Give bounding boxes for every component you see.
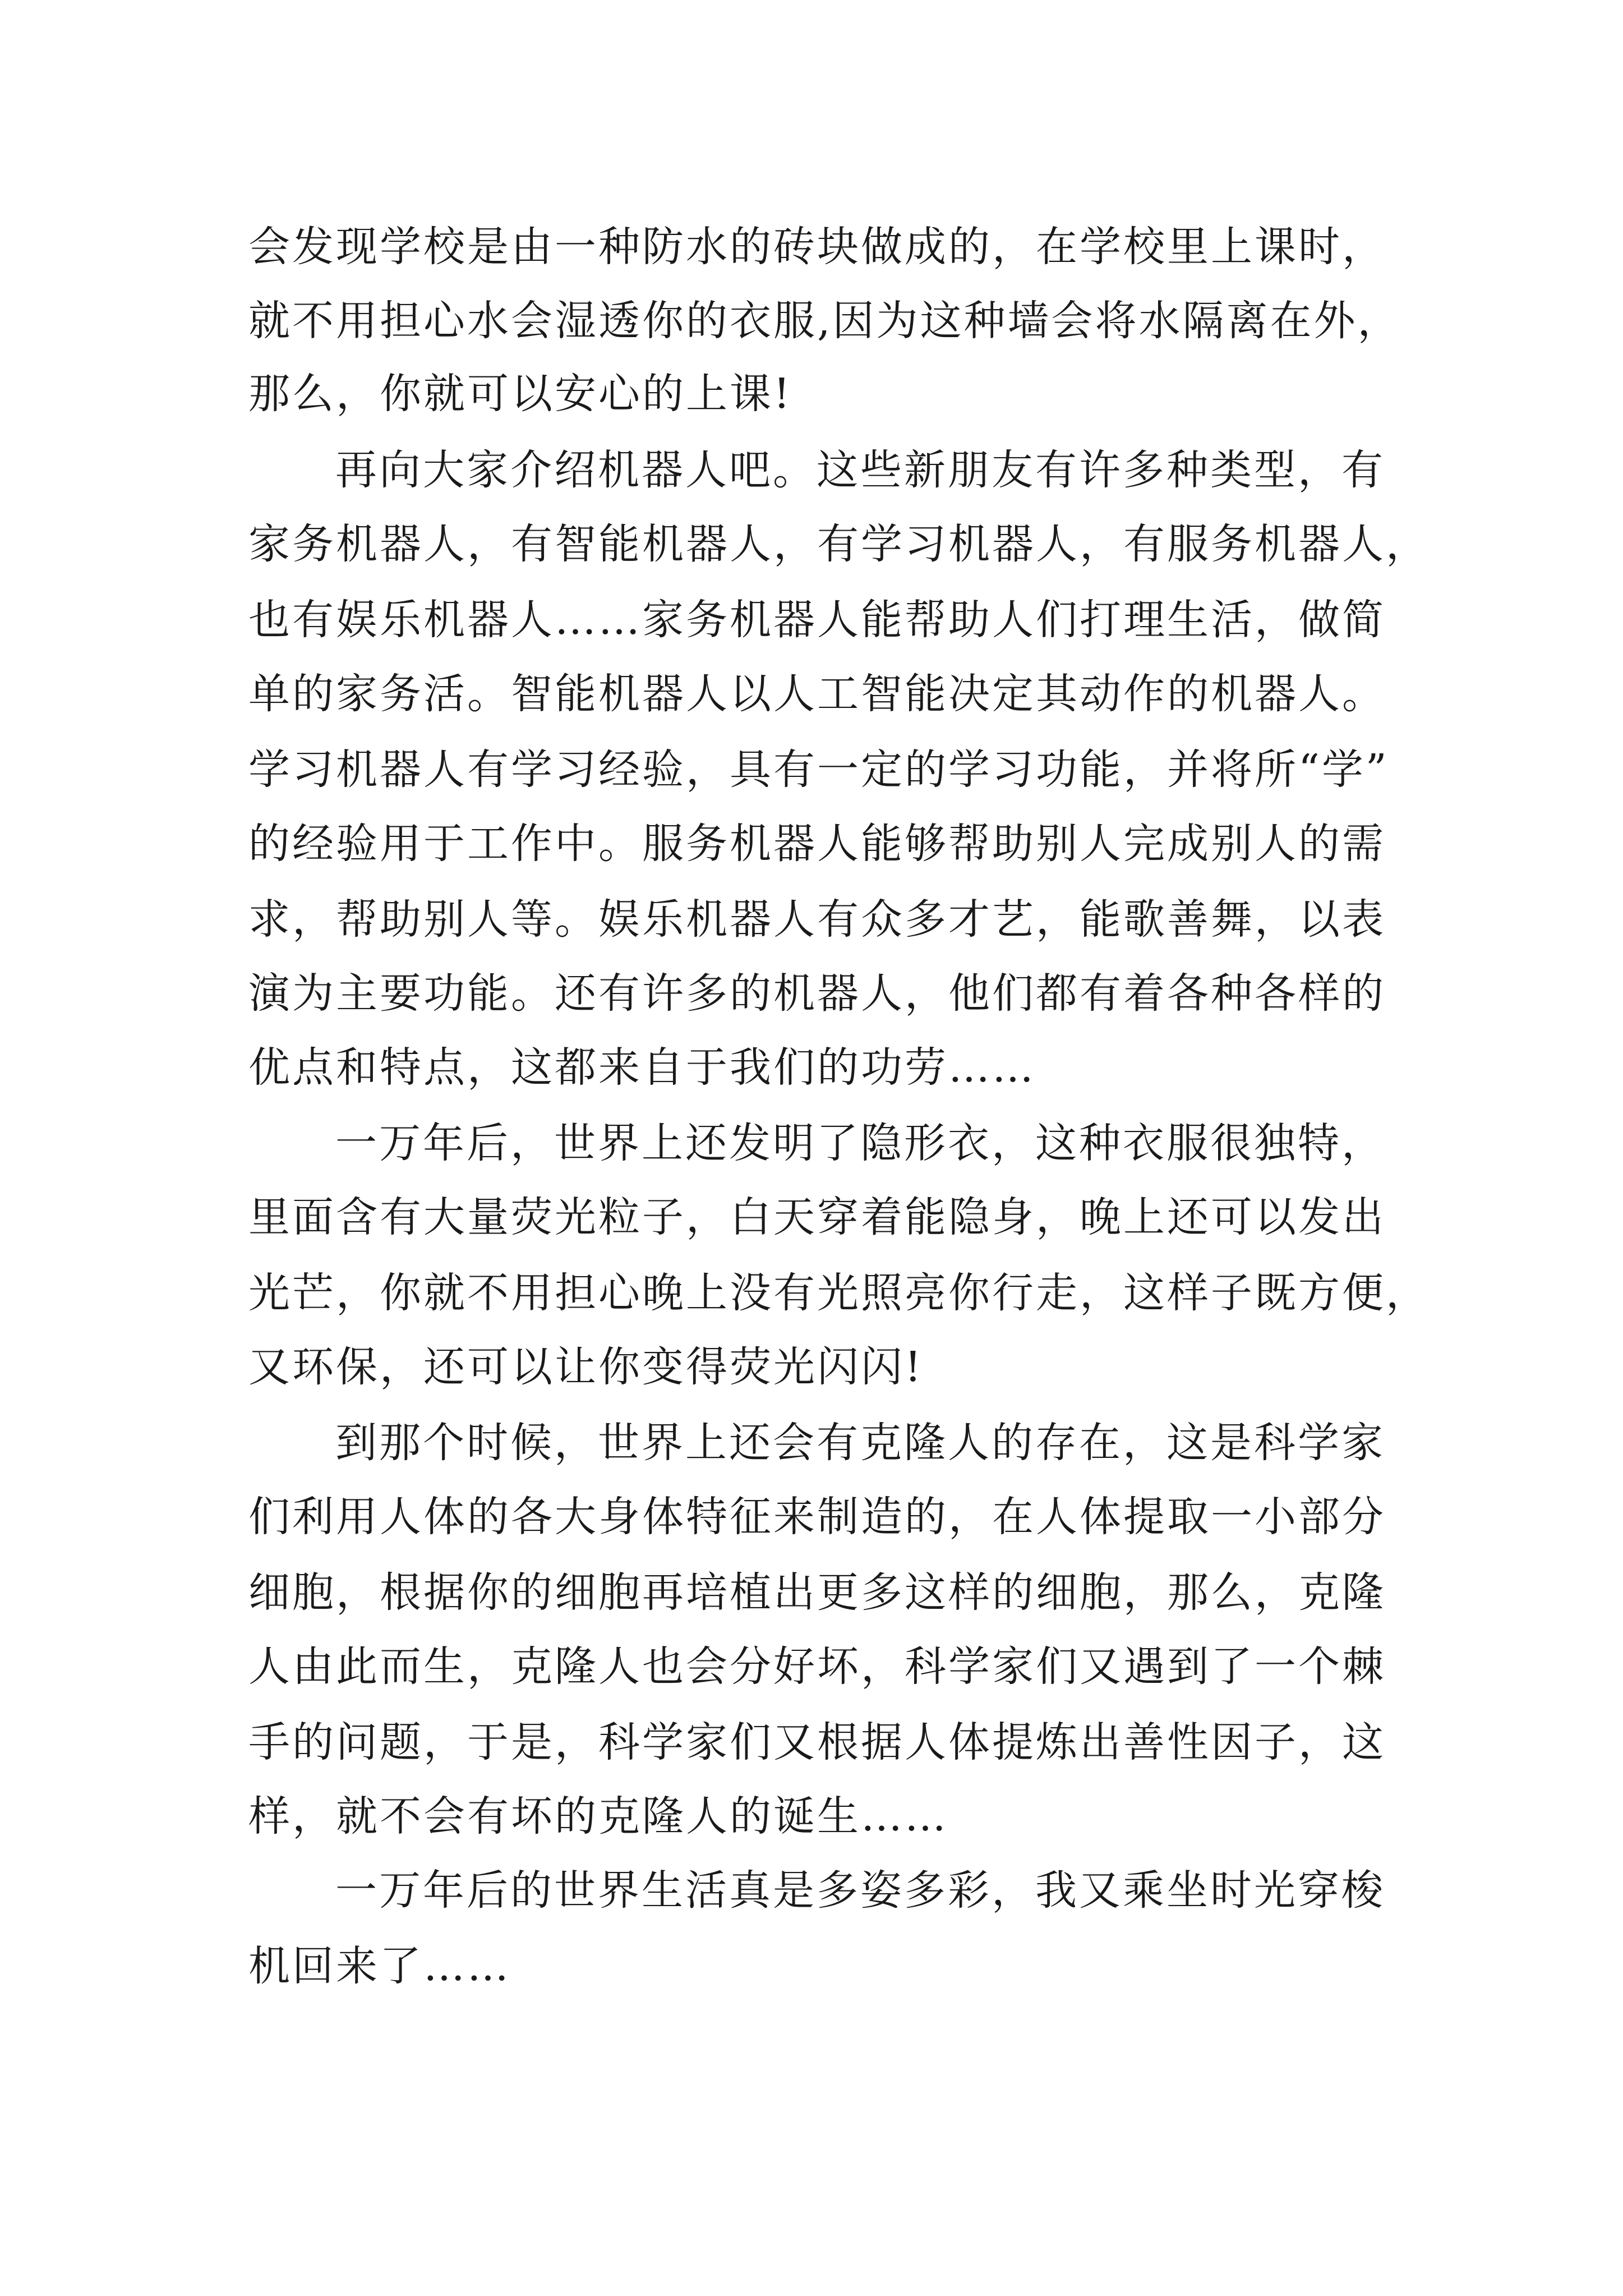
paragraph-first-line: 到那个时候，世界上还会有克隆人的存在，这是科学家 [335, 1419, 1385, 1467]
text-line: 演为主要功能。还有许多的机器人，他们都有着各种各样的 [248, 969, 1386, 1018]
text-line: 的经验用于工作中。服务机器人能够帮助别人完成别人的需 [248, 820, 1386, 868]
text-line: 们利用人体的各大身体特征来制造的，在人体提取一小部分 [248, 1493, 1386, 1541]
text-line: 那么，你就可以安心的上课! [248, 370, 792, 418]
paragraph-first-line: 一万年后，世界上还发明了隐形衣，这种衣服很独特， [335, 1119, 1385, 1167]
text-line: 就不用担心水会湿透你的衣服,因为这种墙会将水隔离在外， [248, 297, 1401, 345]
text-line: 单的家务活。智能机器人以人工智能决定其动作的机器人。 [248, 670, 1386, 718]
text-line: 手的问题，于是，科学家们又根据人体提炼出善性因子，这 [248, 1718, 1386, 1766]
text-line: 细胞，根据你的细胞再培植出更多这样的细胞，那么，克隆 [248, 1568, 1386, 1617]
text-line: 样，就不会有坏的克隆人的诞生…… [248, 1792, 948, 1841]
paragraph-first-line: 一万年后的世界生活真是多姿多彩，我又乘坐时光穿梭 [335, 1866, 1385, 1915]
text-line: 会发现学校是由一种防水的砖块做成的，在学校里上课时， [248, 223, 1386, 271]
text-line: 求，帮助别人等。娱乐机器人有众多才艺，能歌善舞，以表 [248, 895, 1386, 944]
text-line: 也有娱乐机器人……家务机器人能帮助人们打理生活，做简 [248, 596, 1386, 644]
text-line: 又环保，还可以让你变得荧光闪闪! [248, 1343, 924, 1391]
text-line: 人由此而生，克隆人也会分好坏，科学家们又遇到了一个棘 [248, 1642, 1386, 1691]
text-line: 光芒，你就不用担心晚上没有光照亮你行走，这样子既方便， [248, 1269, 1430, 1317]
text-line: 家务机器人，有智能机器人，有学习机器人，有服务机器人， [248, 520, 1430, 568]
text-line: 机回来了…… [248, 1942, 511, 1990]
text-line: 学习机器人有学习经验，具有一定的学习功能，并将所“学” [248, 746, 1389, 794]
paragraph-first-line: 再向大家介绍机器人吧。这些新朋友有许多种类型，有 [335, 446, 1385, 494]
text-line: 里面含有大量荧光粒子，白天穿着能隐身，晚上还可以发出 [248, 1193, 1386, 1241]
text-line: 优点和特点，这都来自于我们的功劳…… [248, 1043, 1036, 1092]
